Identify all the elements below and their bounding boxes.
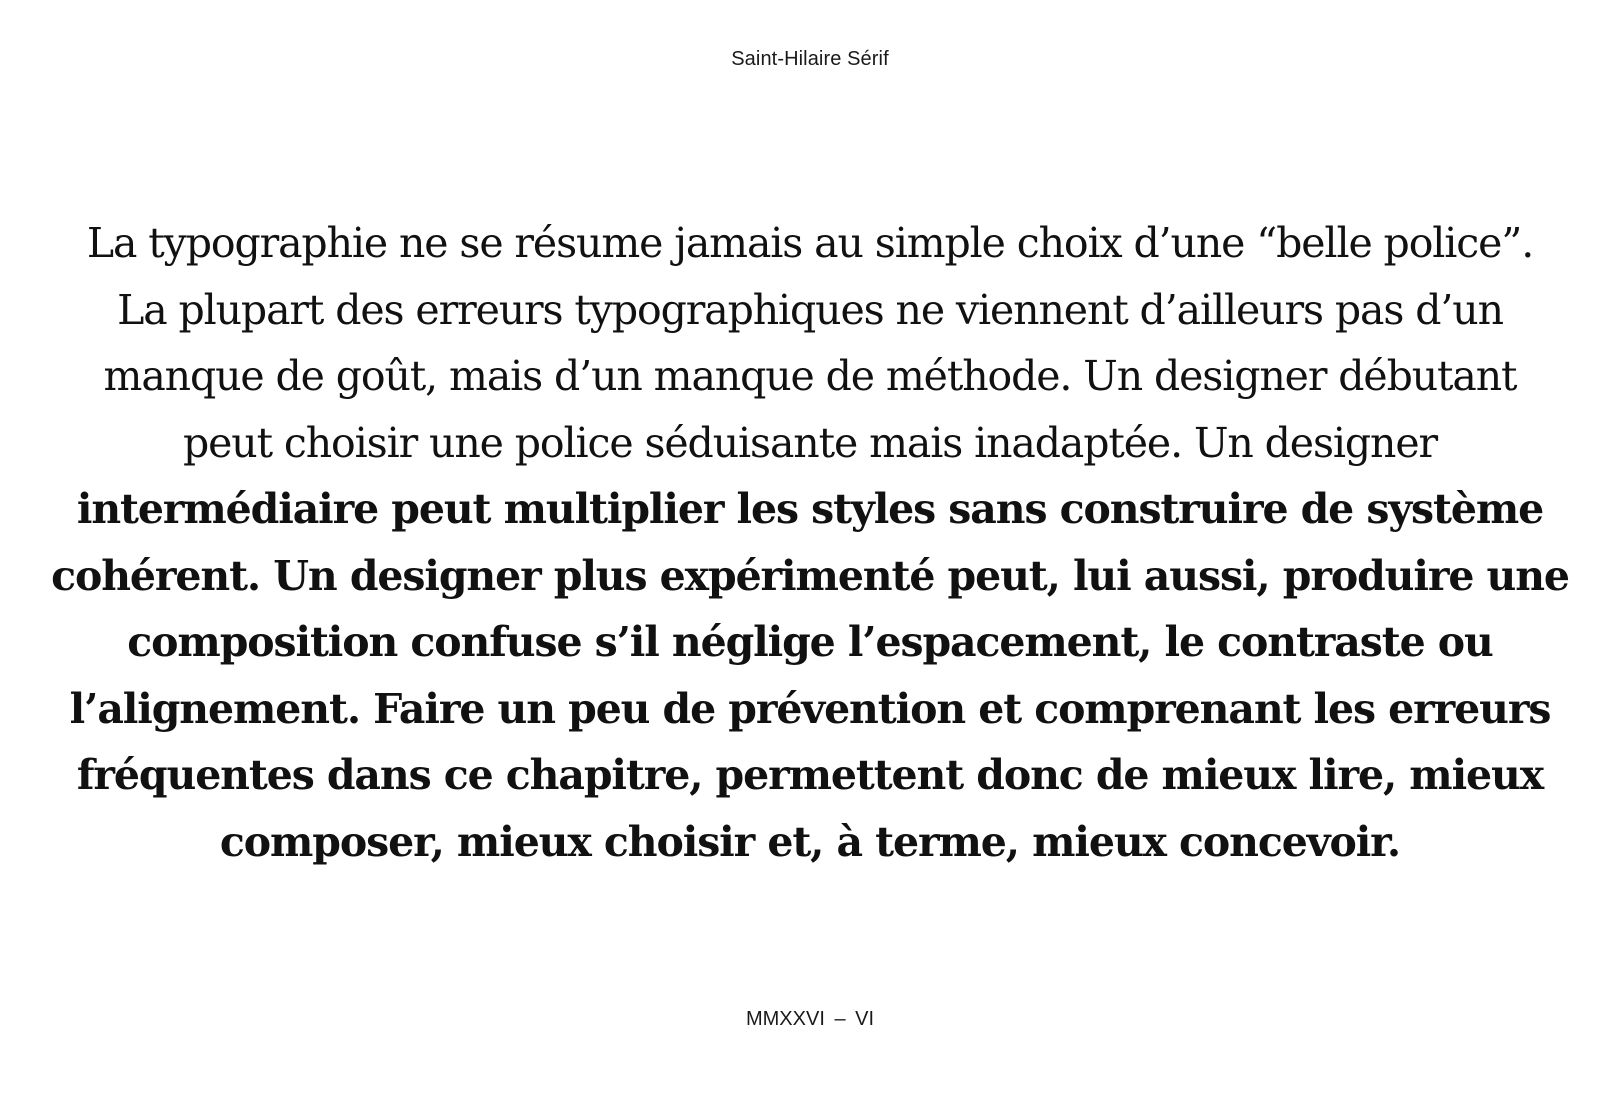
specimen-line: composer, mieux choisir et, à terme, mieux concevoir.: [219, 817, 1401, 866]
specimen-line: La plupart des erreurs typographiques ne viennent d’ailleurs pas d’un: [117, 285, 1503, 334]
page-header-title: Saint-Hilaire Sérif: [731, 48, 889, 70]
specimen-line: intermédiaire peut multiplier les styles sans construire de système: [76, 485, 1544, 533]
specimen-paragraph: [40, 210, 1580, 875]
specimen-line: composition confuse s’il néglige l’espacement, le contraste ou: [127, 618, 1493, 666]
specimen-line: manque de goût, mais d’un manque de méthode. Un designer débutant: [103, 352, 1517, 400]
specimen-line: cohérent. Un designer plus expérimenté peut, lui aussi, produire une: [51, 551, 1569, 600]
specimen-line: fréquentes dans ce chapitre, permettent donc de mieux lire, mieux: [76, 751, 1544, 799]
specimen-line: l’alignement. Faire un peu de prévention et comprenant les erreurs: [69, 684, 1551, 733]
specimen-line: La typographie ne se résume jamais au simple choix d’une “belle police”.: [86, 219, 1534, 267]
page-footer-folio: MMXXVI – VI: [745, 1008, 875, 1030]
specimen-line: peut choisir une police séduisante mais inadaptée. Un designer: [182, 418, 1438, 467]
